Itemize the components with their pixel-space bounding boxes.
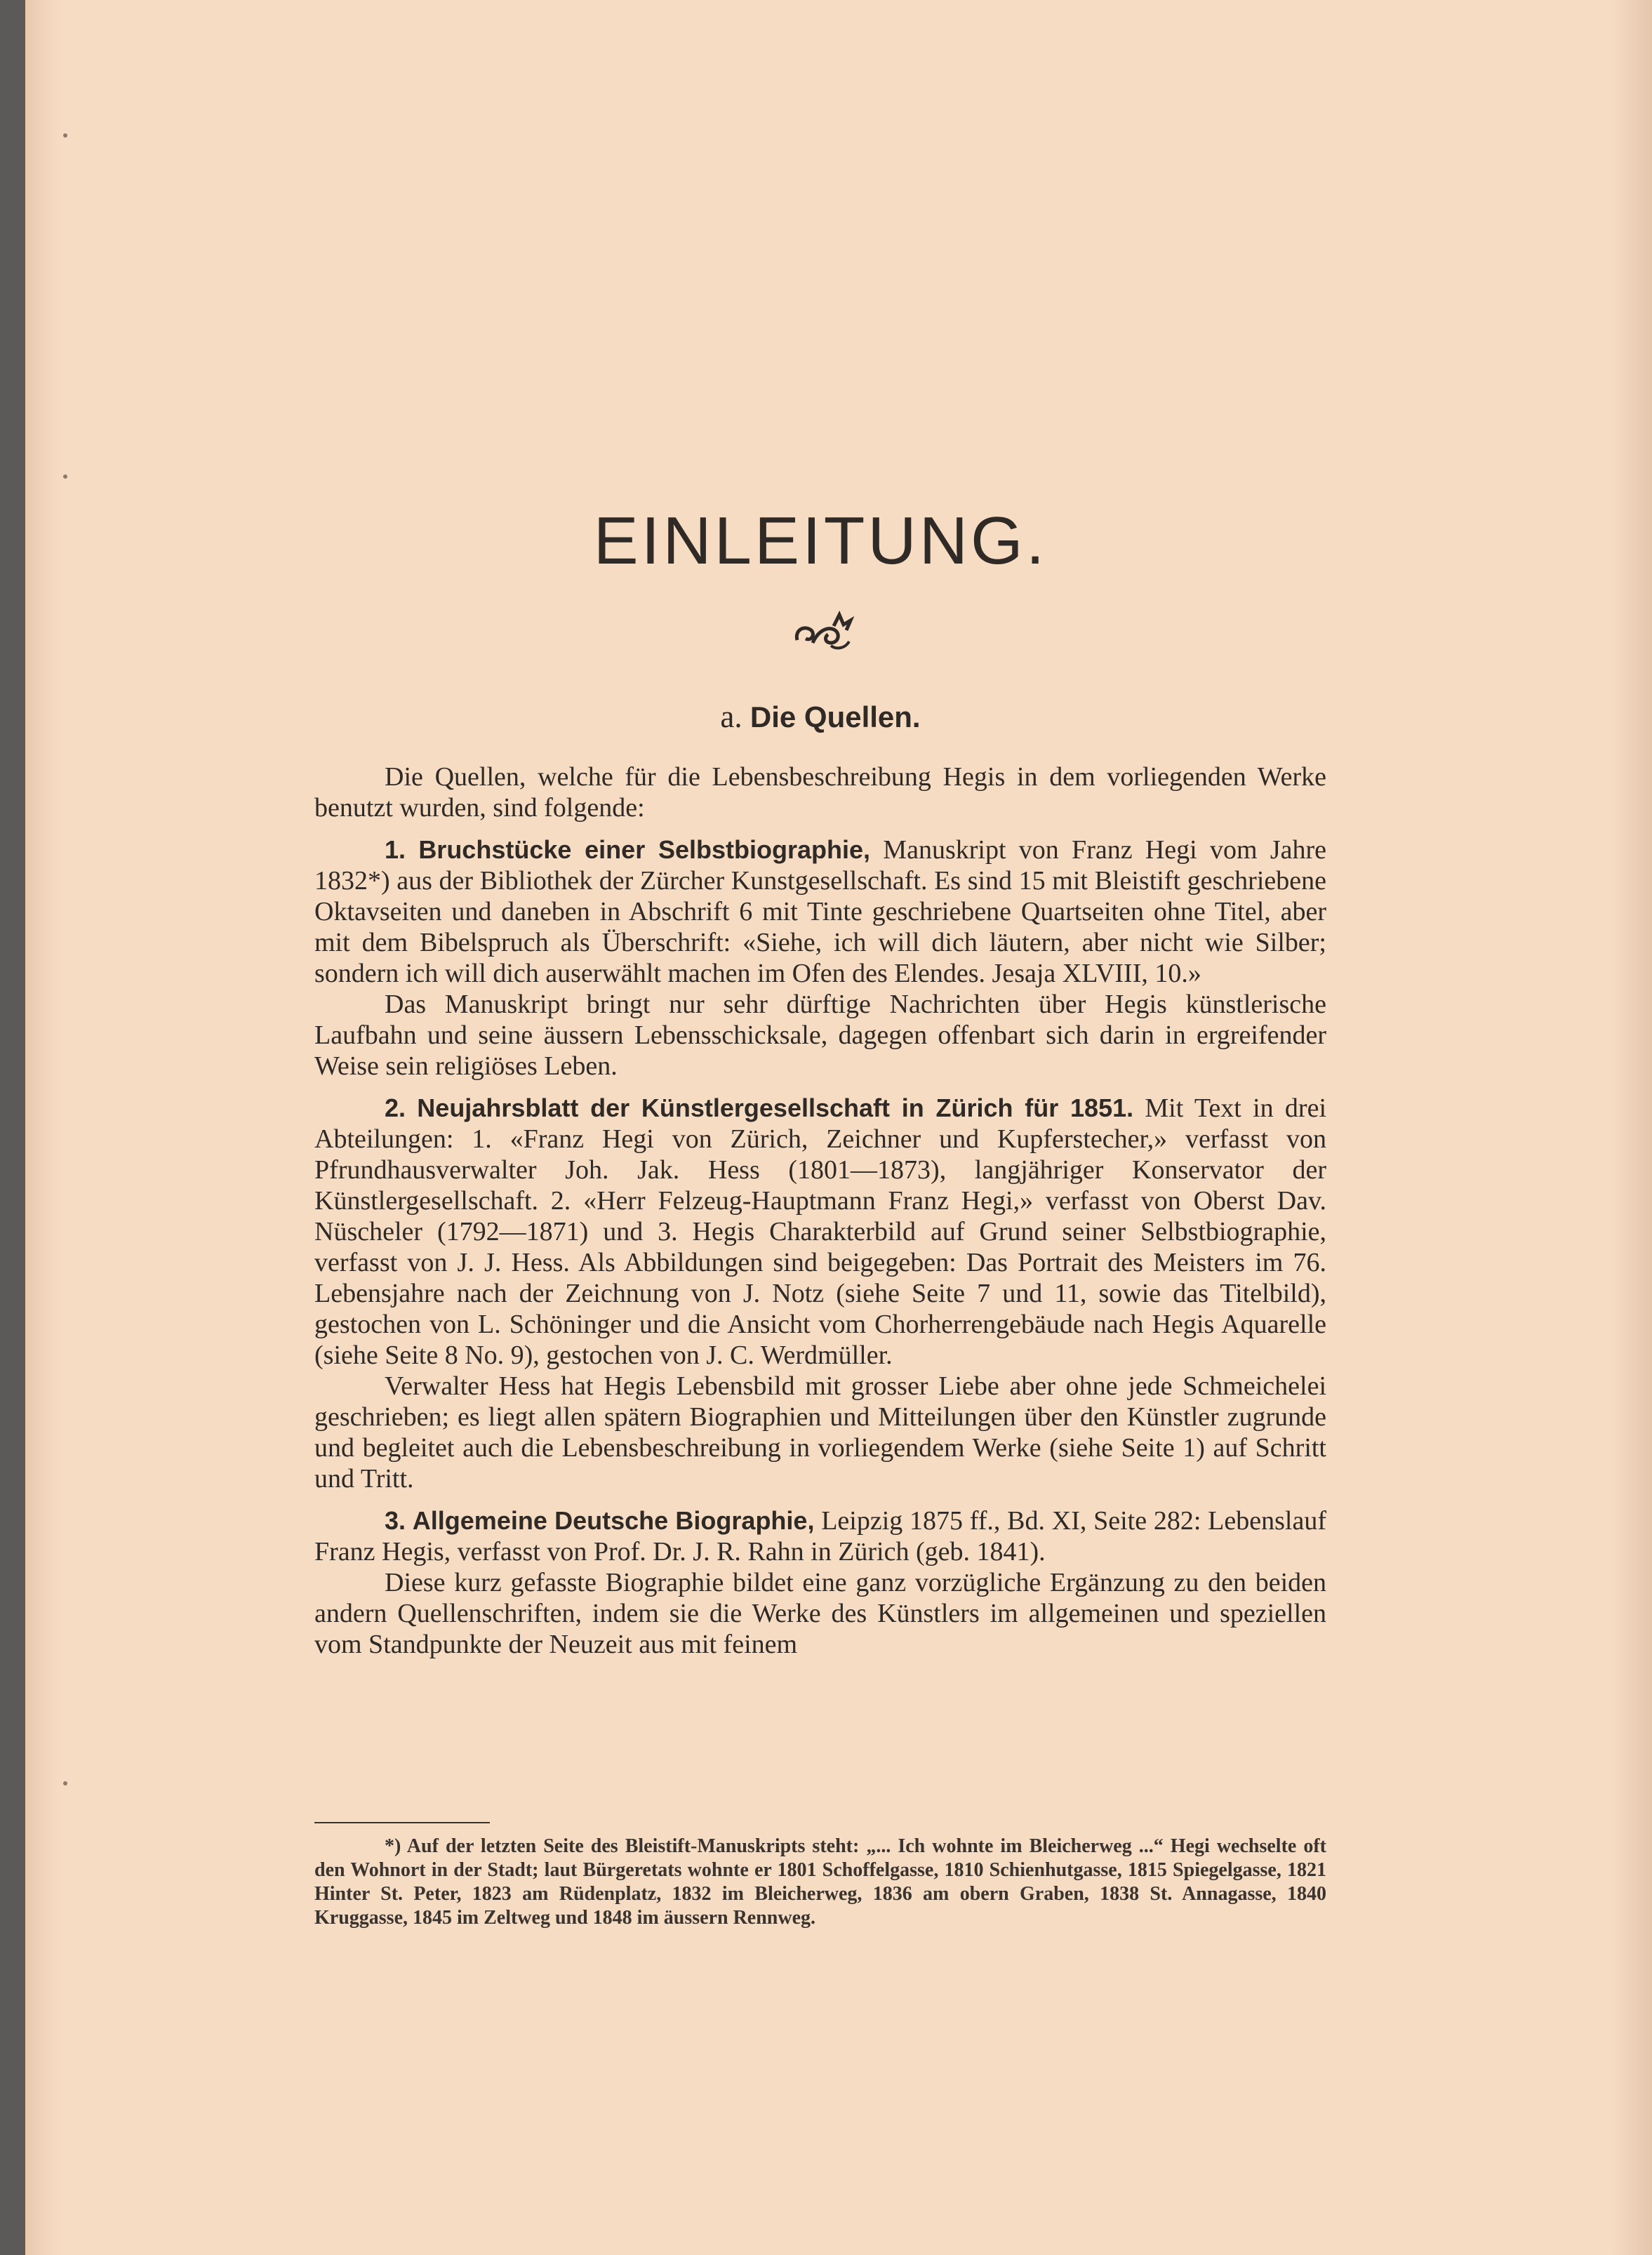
page-edge-shadow <box>1610 0 1652 2255</box>
source-2-text: Mit Text in drei Abteilungen: 1. «Franz Hegi von Zürich, Zeichner und Kupferstecher,» verfasst von Pfrundhausverwalter Joh. Jak. Hess (1801—1873), langjähriger Konservator der Künstlergesellschaft. 2. «Herr Felzeug-Hauptmann Franz Hegi,» verfasst von Oberst Dav. Nüscheler (1792—1871) und 3. Hegis Charakterbild auf Grund seiner Selbstbiographie, verfasst von J. J. Hess. Als Abbildungen sind beigegeben: Das Portrait des Meisters im 76. Lebensjahre nach der Zeichnung von J. Notz (siehe Seite 7 und 11, sowie das Titelbild), gestochen von L. Schöninger und die Ansicht vom Chorherrengebäude nach Hegis Aquarelle (siehe Seite 8 No. 9), gestochen von J. C. Werdmüller. <box>314 1093 1326 1370</box>
binding-mark <box>63 474 67 479</box>
footnote <box>314 1835 1326 1930</box>
section-prefix: a. <box>720 699 742 734</box>
source-2-paragraph <box>314 1093 1326 1371</box>
source-3-number: 3. <box>385 1506 406 1535</box>
source-1-paragraph <box>314 834 1326 989</box>
source-2-number: 2. <box>385 1093 406 1122</box>
page-title: EINLEITUNG. <box>593 503 1048 578</box>
source-1-number: 1. <box>385 835 406 864</box>
source-1-title: Bruchstücke einer Selbstbiographie, <box>418 835 871 864</box>
source-3-continuation: Diese kurz gefasste Biographie bildet eine ganz vorzügliche Ergänzung zu den beiden andern Quellenschriften, indem sie die Werke des Künstlers im allgemeinen und speziellen vom Standpunkte der Neuzeit aus mit feinem <box>314 1568 1326 1659</box>
fleuron-ornament-icon <box>792 609 855 654</box>
section-heading <box>314 698 1326 735</box>
source-2-title: Neujahrsblatt der Künstlergesellschaft in Zürich für 1851. <box>417 1093 1134 1122</box>
section-label: Die Quellen. <box>750 700 921 733</box>
source-3-paragraph <box>314 1505 1326 1567</box>
source-3-text: Leipzig 1875 ff., Bd. XI, Seite 282: Lebenslauf Franz Hegis, verfasst von Prof. Dr. J. R. Rahn in Zürich (geb. 1841). <box>314 1506 1326 1566</box>
body-text <box>314 761 1326 1671</box>
footnote-divider <box>314 1822 490 1823</box>
page-gutter-shadow <box>25 0 60 2255</box>
source-1-continuation: Das Manuskript bringt nur sehr dürftige Nachrichten über Hegis künstlerische Laufbahn und seine äussern Lebensschicksale, dagegen offenbart sich darin in ergreifender Weise sein religiöses Leben. <box>314 990 1326 1081</box>
binding-mark <box>63 133 67 138</box>
intro-paragraph: Die Quellen, welche für die Lebensbeschreibung Hegis in dem vorliegenden Werke benutzt wurden, sind folgende: <box>314 762 1326 823</box>
binding-mark <box>63 1781 67 1785</box>
footnote-text: *) Auf der letzten Seite des Bleistift-Manuskripts steht: „... Ich wohnte im Bleicherweg ...“ Hegi wechselte oft den Wohnort in der Stadt; laut Bürgeretats wohnte er 1801 Schoffelgasse, 1810 Schienhutgasse, 1815 Spiegelgasse, 1821 Hinter St. Peter, 1823 am Rüdenplatz, 1832 im Bleicherweg, 1836 am obern Graben, 1838 St. Annagasse, 1840 Kruggasse, 1845 im Zeltweg und 1848 im äussern Rennweg. <box>314 1835 1326 1929</box>
source-1-text: Manuskript von Franz Hegi vom Jahre 1832*) aus der Bibliothek der Zürcher Kunstgesellschaft. Es sind 15 mit Bleistift geschriebene Oktavseiten und daneben in Abschrift 6 mit Tinte geschriebene Quartseiten ohne Titel, aber mit dem Bibelspruch als Überschrift: «Siehe, ich will dich läutern, aber nicht wie Silber; sondern ich will dich auserwählt machen im Ofen des Elendes. Jesaja XLVIII, 10.» <box>314 835 1326 988</box>
source-2-continuation: Verwalter Hess hat Hegis Lebensbild mit grosser Liebe aber ohne jede Schmeichelei geschrieben; es liegt allen spätern Biographien und Mitteilungen über den Künstler zugrunde und begleitet auch die Lebensbeschreibung in vorliegendem Werke (siehe Seite 1) auf Schritt und Tritt. <box>314 1371 1326 1494</box>
source-3-title: Allgemeine Deutsche Biographie, <box>412 1506 815 1535</box>
